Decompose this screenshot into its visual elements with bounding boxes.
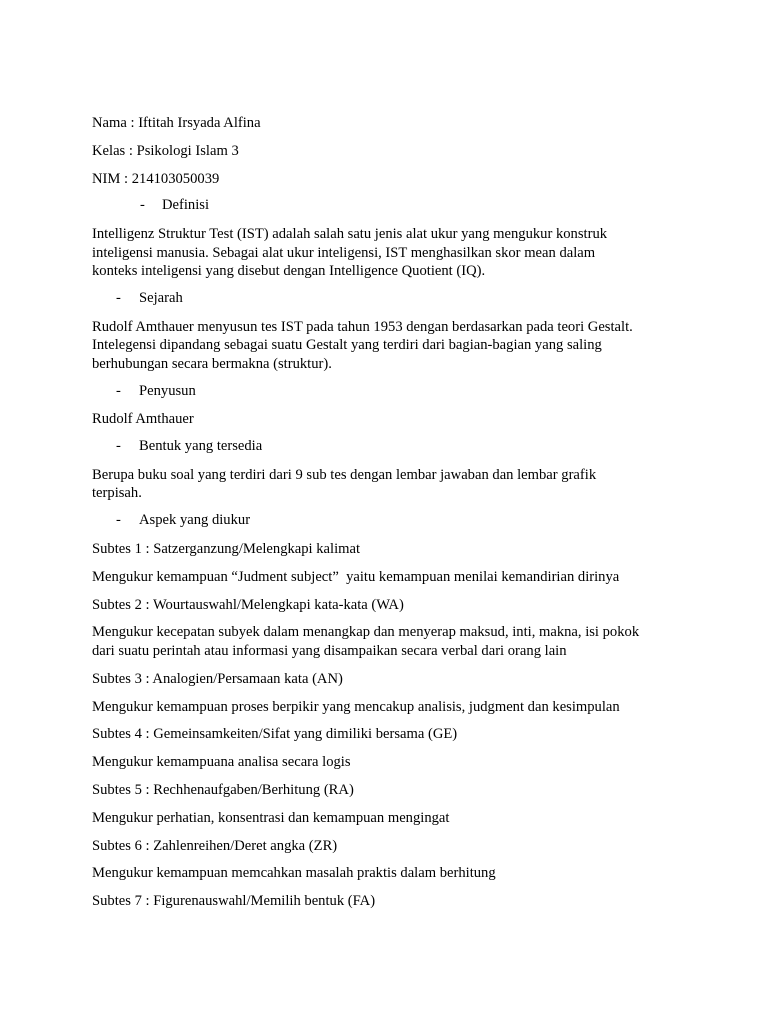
text-line: Mengukur perhatian, konsentrasi dan kemampuan mengingat xyxy=(92,809,450,826)
paragraph-penyusun xyxy=(92,410,692,429)
paragraph-bentuk xyxy=(92,466,692,503)
subtest-title: Subtes 1 : Satzerganzung/Melengkapi kalimat xyxy=(92,541,361,558)
text-line: inteligensi manusia. Sebagai alat ukur inteligensi, IST menghasilkan skor mean dalam xyxy=(92,244,596,261)
text-line: Mengukur kecepatan subyek dalam menangkap dan menyerap maksud, inti, makna, isi pokok xyxy=(92,624,640,641)
text-line: Mengukur kemampuan “Judment subject” yaitu kemampuan menilai kemandirian dirinya xyxy=(92,568,620,585)
subtest-description xyxy=(92,864,692,883)
bullet-dash: - xyxy=(116,382,121,399)
heading-penyusun xyxy=(92,383,692,402)
subtest-description xyxy=(92,753,692,772)
document-body xyxy=(92,114,692,920)
heading-bentuk xyxy=(92,438,692,457)
text-line: Mengukur kemampuan memcahkan masalah praktis dalam berhitung xyxy=(92,865,496,882)
subtest-description xyxy=(92,809,692,828)
heading-aspek xyxy=(92,512,692,531)
subtest-title: Subtes 7 : Figurenauswahl/Memilih bentuk (FA) xyxy=(92,893,376,910)
bullet-dash: - xyxy=(116,289,121,306)
heading-text: Bentuk yang tersedia xyxy=(139,438,263,455)
subtest-description xyxy=(92,568,692,587)
subtest-description xyxy=(92,698,692,717)
text-line: Intelligenz Struktur Test (IST) adalah salah satu jenis alat ukur yang mengukur konstruk xyxy=(92,226,608,243)
text-line: Mengukur kemampuan proses berpikir yang mencakup analisis, judgment dan kesimpulan xyxy=(92,698,620,715)
text-line: Rudolf Amthauer xyxy=(92,411,194,428)
student-nim: NIM : 214103050039 xyxy=(92,170,220,187)
heading-text: Sejarah xyxy=(139,289,183,306)
heading-text: Definisi xyxy=(162,197,210,214)
bullet-dash: - xyxy=(140,197,145,214)
student-class: Kelas : Psikologi Islam 3 xyxy=(92,142,239,159)
subtest-title: Subtes 3 : Analogien/Persamaan kata (AN) xyxy=(92,670,343,687)
text-line: Berupa buku soal yang terdiri dari 9 sub tes dengan lembar jawaban dan lembar grafik xyxy=(92,466,597,483)
heading-sejarah xyxy=(92,290,692,309)
text-line: berhubungan secara bermakna (struktur). xyxy=(92,355,332,372)
bullet-dash: - xyxy=(116,438,121,455)
subtest-title: Subtes 6 : Zahlenreihen/Deret angka (ZR) xyxy=(92,837,338,854)
student-name: Nama : Iftitah Irsyada Alfina xyxy=(92,115,261,131)
text-line: konteks inteligensi yang disebut dengan Intelligence Quotient (IQ). xyxy=(92,263,486,280)
text-line: Rudolf Amthauer menyusun tes IST pada tahun 1953 dengan berdasarkan pada teori Gestalt. xyxy=(92,318,633,335)
heading-text: Aspek yang diukur xyxy=(139,512,251,529)
text-line: dari suatu perintah atau informasi yang disampaikan secara verbal dari orang lain xyxy=(92,642,567,659)
subtest-description xyxy=(92,623,692,660)
heading-text: Penyusun xyxy=(139,382,196,399)
text-line: Mengukur kemampuana analisa secara logis xyxy=(92,754,351,771)
text-line: Intelegensi dipandang sebagai suatu Gestalt yang terdiri dari bagian-bagian yang saling xyxy=(92,337,602,354)
paragraph-definisi xyxy=(92,225,692,281)
text-line: terpisah. xyxy=(92,485,142,502)
subtest-title: Subtes 4 : Gemeinsamkeiten/Sifat yang dimiliki bersama (GE) xyxy=(92,726,458,743)
subtest-title: Subtes 2 : Wourtauswahl/Melengkapi kata-kata (WA) xyxy=(92,596,404,613)
heading-definisi xyxy=(92,197,692,216)
subtest-title: Subtes 5 : Rechhenaufgaben/Berhitung (RA) xyxy=(92,781,354,798)
bullet-dash: - xyxy=(116,512,121,529)
paragraph-sejarah xyxy=(92,318,692,374)
